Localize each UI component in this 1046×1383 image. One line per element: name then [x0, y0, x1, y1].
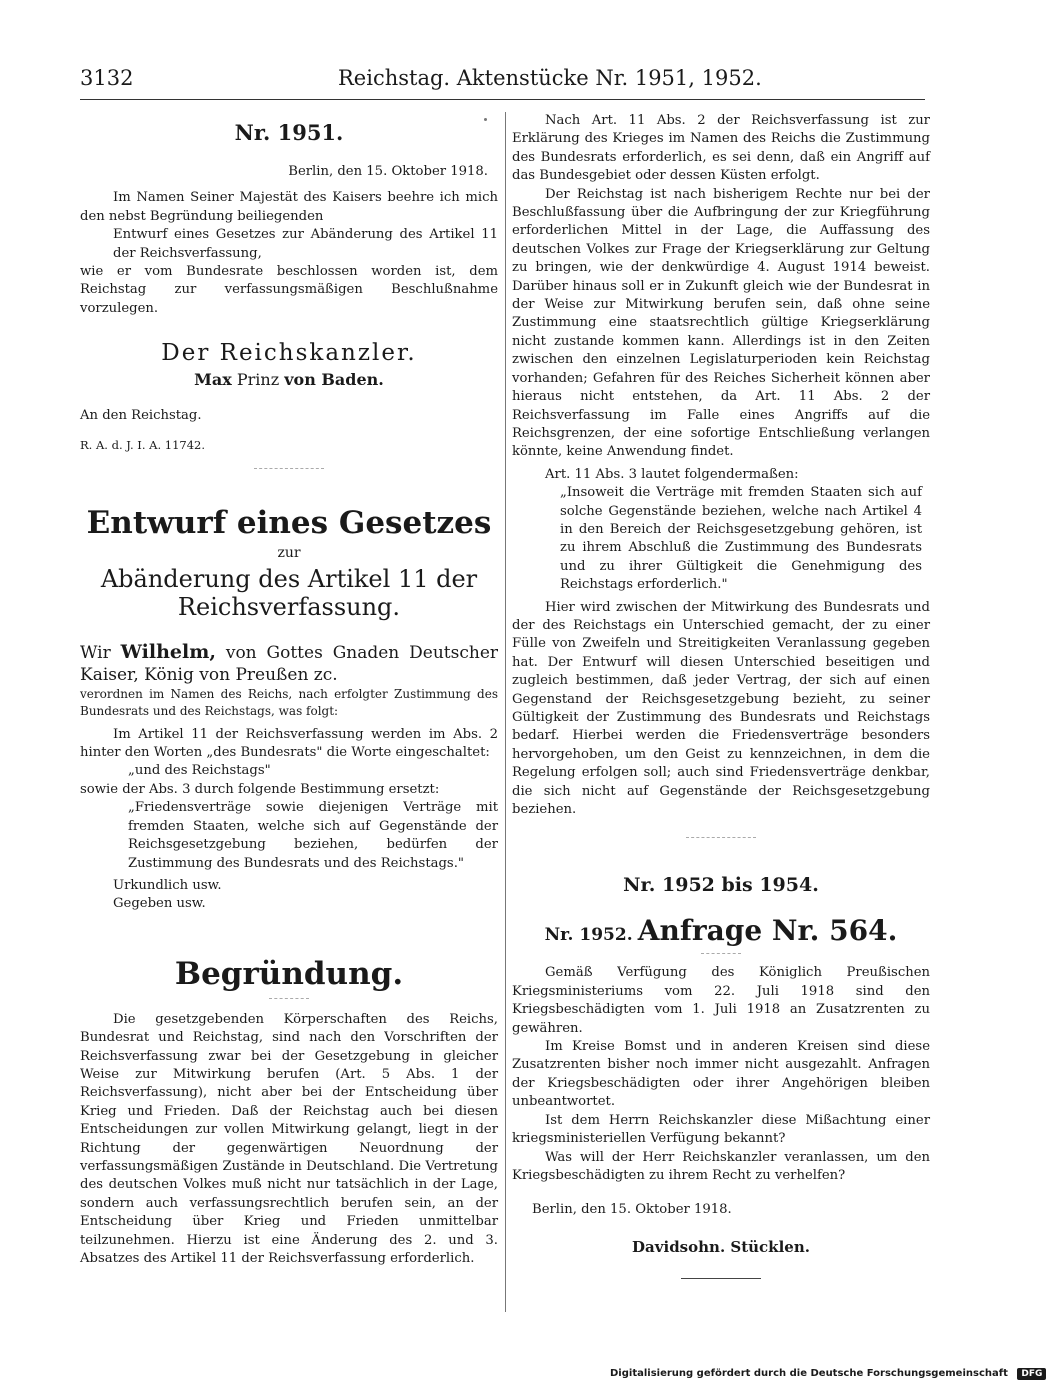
signature-title: Der Reichskanzler. [161, 340, 417, 367]
signature-name-title: Prinz [236, 370, 280, 390]
article-paragraph-1: Im Artikel 11 der Reichsverfassung werden im Abs. 2 hinter den Worten „des Bundesrats" die Worte eingeschaltet: [80, 726, 498, 761]
anfrage-paragraph-3: Ist dem Herrn Reichskanzler diese Mißachtung einer kriegsministeriellen Verfügung bekannt? [512, 1112, 930, 1147]
begruendung-paragraph: Die gesetzgebenden Körperschaften des Reichs, Bundesrat und Reichstag, sind nach den Vorschriften der Reichsverfassung zwar bei der Gesetzgebung in gleicher Weise zur Mitwirkung berufen (Art. 5 Abs. 1 der Reichsverfassung), nicht aber bei der Entscheidung über Krieg und Frieden. Daß der Reichstag auch bei diesen Entscheidungen zur vollen Mitwirkung gelangt, liegt in der Richtung der gegenwärtigen Neuordnung der verfassungsmäßigen Zustände in Deutschland. Die Vertretung des deutschen Volkes muß nicht nur tatsächlich in der Lage, sondern auch verfassungsrechtlich berufen sein, an der Entscheidung über Krieg und Frieden unmittelbar teilzunehmen. Hierzu ist eine Änderung des 2. und 3. Absatzes des Artikel 11 der Reichsverfassung erforderlich. [80, 1011, 498, 1266]
preamble-name: Wilhelm, [120, 640, 216, 663]
dateline-left: Berlin, den 15. Oktober 1918. [288, 164, 488, 179]
column-divider [505, 112, 506, 1312]
dateline-right: Berlin, den 15. Oktober 1918. [532, 1202, 732, 1218]
closing-line-2: Gegeben usw. [113, 896, 206, 912]
header-rule [80, 99, 925, 100]
nr-range-heading: Nr. 1952 bis 1954. [623, 874, 819, 897]
anfrage-paragraph-2: Im Kreise Bomst und in anderen Kreisen sind diese Zusatzrenten bisher noch immer nicht ausgezahlt. Anfragen der Kriegsbeschädigten oder ihrer Angehörigen bleiben unbeantwortet. [512, 1039, 930, 1110]
intro-paragraph-1: Im Namen Seiner Majestät des Kaisers beehre ich mich den nebst Begründung beiliegenden [80, 190, 498, 224]
draft-zur: zur [277, 544, 301, 561]
section-rule-2 [269, 998, 309, 999]
draft-title: Entwurf eines Gesetzes [86, 504, 492, 541]
page-header [80, 66, 930, 96]
section-rule-1 [254, 468, 324, 469]
section-rule-3 [686, 837, 756, 838]
begruendung-heading: Begründung. [174, 955, 404, 992]
intro-paragraph-2: wie er vom Bundesrate beschlossen worden ist, dem Reichstag zur verfassungsmäßigen Beschlußnahme vorzulegen. [80, 264, 498, 316]
signature-rule [681, 1278, 761, 1279]
preamble-paragraph: verordnen im Namen des Reichs, nach erfolgter Zustimmung des Bundesrats und des Reichstags, was folgt: [80, 686, 498, 718]
intro-quote: Entwurf eines Gesetzes zur Abänderung des Artikel 11 der Reichsverfassung, [113, 227, 498, 261]
nr1952-prefix: Nr. 1952. [544, 925, 633, 946]
right-paragraph-2: Der Reichstag ist nach bisherigem Rechte nur bei der Beschlußfassung über die Aufbringung der zur Kriegführung erforderlichen Mittel in der Lage, die Auffassung des deutschen Volkes zur Frage der Kriegserklärung zur Geltung zu bringen, wie der denkwürdige 4. August 1914 beweist. Darüber hinaus soll er in Zukunft gleich wie der Bundesrat in der Weise zur Mitwirkung berufen sein, daß ohne seine Zustimmung eine staatsrechtlich gültige Kriegserklärung nicht zustande kommen kann. Allerdings ist in den Zeiten zwischen den einzelnen Legislaturperioden kein Reichstag vorhanden; Gefahren für des Reiches Sicherheit können aber hieraus nicht entstehen, da Art. 11 Abs. 2 der Reichsverfassung im Falle eines Angriffs auf die Reichsgrenzen, der eine sofortige Entschließung verlangen könnte, keine Anwendung findet. [512, 186, 930, 460]
nr1951-heading: Nr. 1951. [234, 120, 344, 145]
signatories: Davidsohn. Stücklen. [632, 1237, 810, 1256]
footer-text: Digitalisierung gefördert durch die Deutsche Forschungsgemeinschaft [610, 1368, 1008, 1379]
addressee: An den Reichstag. [80, 408, 202, 424]
anfrage-heading: Anfrage Nr. 564. [637, 914, 898, 948]
anfrage-paragraph-4: Was will der Herr Reichskanzler veranlassen, um den Kriegsbeschädigten zu ihrem Recht zu verhelfen? [512, 1149, 930, 1183]
article-quote-1: „und des Reichstags" [128, 763, 271, 779]
article-paragraph-2: sowie der Abs. 3 durch folgende Bestimmung ersetzt: [80, 781, 440, 797]
section-rule-4 [701, 953, 741, 954]
signature-name-last: von Baden. [284, 370, 384, 390]
preamble-line [80, 641, 498, 686]
page-number: 3132 [80, 66, 134, 90]
left-column [80, 112, 498, 1268]
anfrage-heading-line [512, 914, 930, 947]
right-paragraph-4: Hier wird zwischen der Mitwirkung des Bundesrats und der des Reichstags ein Unterschied gemacht, der zu einer Fülle von Zweifeln und Streitigkeiten Veranlassung gegeben hat. Der Entwurf will diesen Unterschied beseitigen und zugleich bestimmen, daß jeder Vertrag, der sich auf einen Gegenstand der Reichsgesetzgebung bezieht, zu seiner Gültigkeit der Zustimmung des Bundesrats und Reichstags bedarf. Hierbei werden die Friedensverträge besonders hervorgehoben, um den Geist zu kennzeichnen, in dem die Regelung erfolgen soll; auch sind Friedensverträge denkbar, die sich nicht auf Gegenstände der Reichsgesetzgebung beziehen. [512, 599, 930, 818]
reference-number: R. A. d. J. I. A. 11742. [80, 437, 205, 452]
right-paragraph-1: Nach Art. 11 Abs. 2 der Reichsverfassung ist zur Erklärung des Krieges im Namen des Reichs die Zustimmung des Bundesrats erforderlich, es sei denn, daß ein Angriff auf das Bundesgebiet oder dessen Küsten erfolgt. [512, 113, 930, 184]
anfrage-paragraph-1: Gemäß Verfügung des Königlich Preußischen Kriegsministeriums vom 22. Juli 1918 sind den Kriegsbeschädigten vom 1. Juli 1918 an Zusatzrenten zu gewähren. [512, 965, 930, 1036]
closing-line-1: Urkundlich usw. [113, 877, 222, 893]
dfg-logo-icon: DFG [1017, 1368, 1046, 1380]
right-column [512, 112, 930, 1279]
running-title: Reichstag. Aktenstücke Nr. 1951, 1952. [338, 66, 762, 90]
preamble-wir: Wir [80, 642, 111, 663]
article-quote-2: „Friedensverträge sowie diejenigen Verträge mit fremden Staaten, welche sich auf Gegenstände der Reichsgesetzgebung beziehen, bedürfen der Zustimmung des Bundesrats und des Reichstags." [128, 800, 498, 871]
digitization-footer [610, 1368, 1046, 1380]
draft-subtitle: Abänderung des Artikel 11 der Reichsverfassung. [100, 564, 478, 621]
right-paragraph-3: Art. 11 Abs. 3 lautet folgendermaßen: [545, 466, 799, 482]
signature-name-first: Max [194, 370, 232, 390]
right-quote-3: „Insoweit die Verträge mit fremden Staaten sich auf solche Gegenstände beziehen, welche nach Artikel 4 in den Bereich der Reichsgesetzgebung gehören, ist zu ihrem Abschluß die Zustimmung des Bundesrats und zu ihrer Gültigkeit die Genehmigung des Reichstags erforderlich." [560, 485, 922, 593]
signature-name [80, 370, 498, 389]
preamble-rest: von Gottes Gnaden Deutscher Kaiser, König von Preußen zc. [80, 642, 499, 685]
